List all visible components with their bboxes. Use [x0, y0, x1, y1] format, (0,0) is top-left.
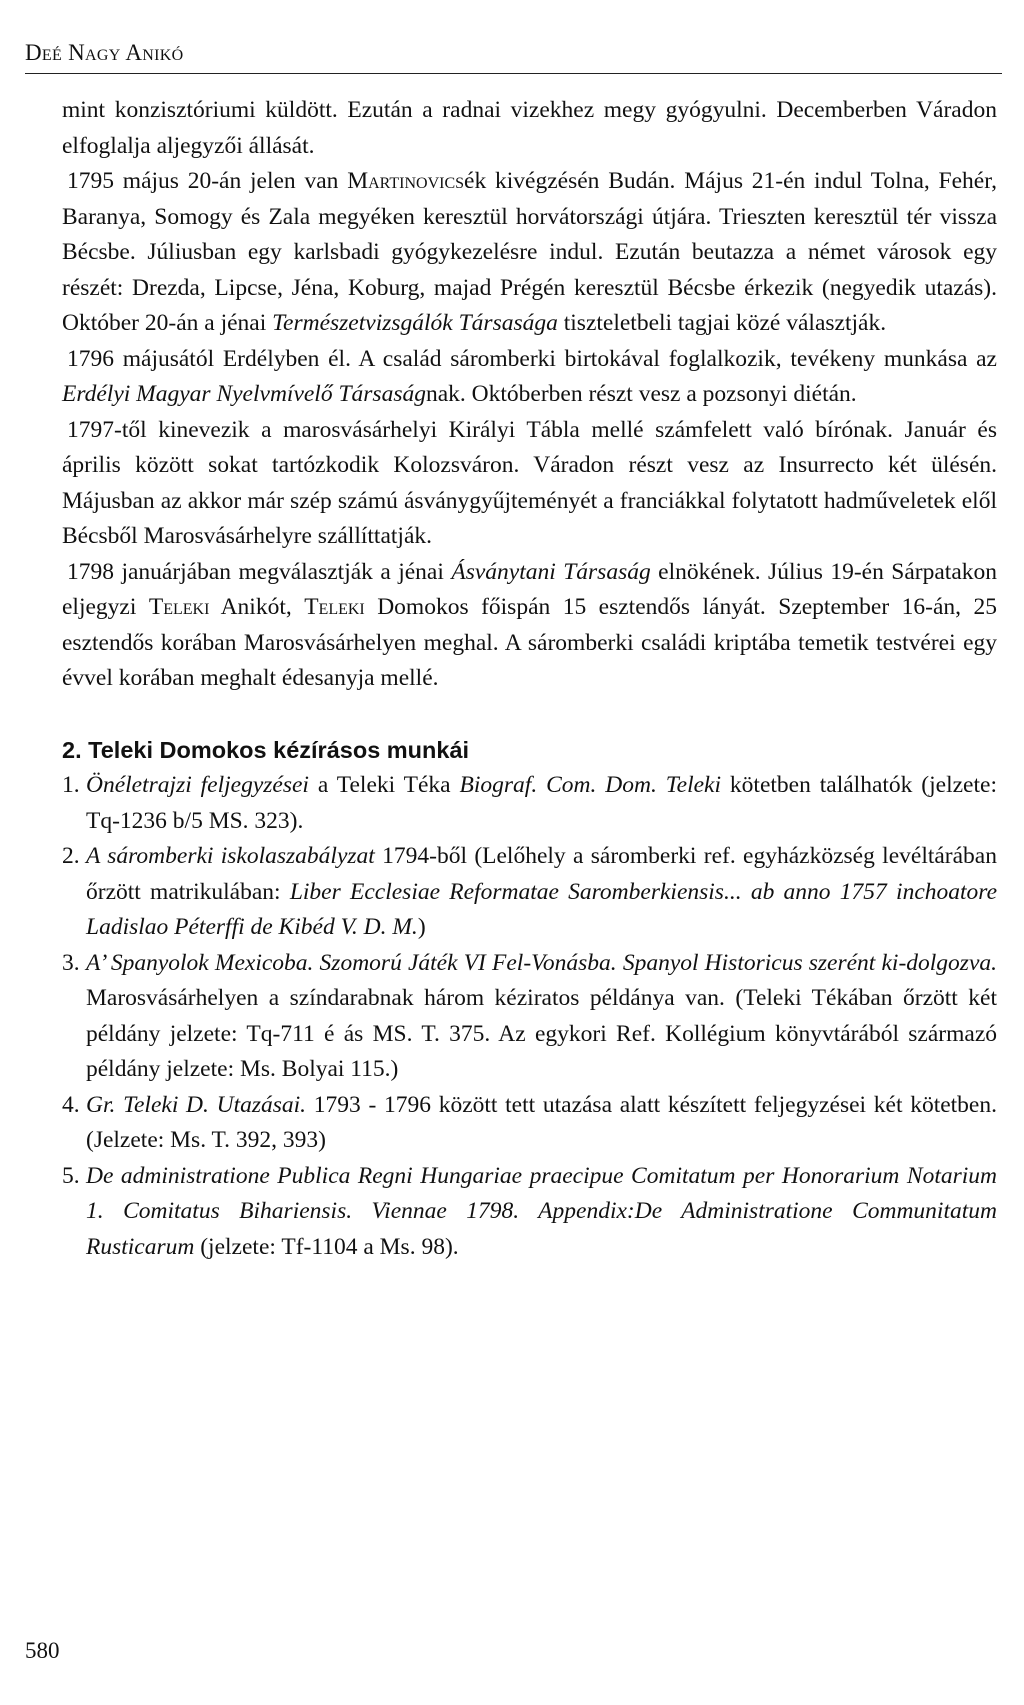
item-text: 1793 - 1796 között tett utazása alatt készített feljegyzései két kötetben. (Jelzete: Ms. T. 392, 393) — [86, 1091, 997, 1153]
paragraph-text: mint konzisztóriumi küldött. Ezután a radnai vizekhez megy gyógyulni. Decemberben Váradon elfoglalja aljegyzői állását. — [62, 97, 997, 159]
paragraph-text: elnökének. Július 19-én Sárpatakon eljegyzi — [62, 558, 998, 620]
item-text: ) — [417, 914, 426, 940]
paragraph-text: tiszteletbeli tagjai közé választják. — [557, 310, 887, 336]
work-title: A’ Spanyolok Mexicoba. Szomorú Játék VI Fel-Vonásba. Spanyol Historicus szerént ki-dolgozva. — [86, 949, 997, 976]
section-title: 2. Teleki Domokos kézírásos munkái — [62, 736, 470, 763]
paragraph-2 — [62, 164, 997, 342]
item-number: 2. — [62, 843, 80, 869]
works-list — [62, 768, 997, 1265]
paragraph-3 — [62, 342, 997, 413]
paragraph-text: nak. Októberben részt vesz a pozsonyi diétán. — [425, 381, 857, 407]
header-rule — [25, 73, 1002, 74]
paragraph-text: Anikót, — [209, 594, 305, 620]
item-text: Marosvásárhelyen a színdarabnak három kéziratos példánya van. (Teleki Tékában őrzött két példány jelzete: Tq-711 é ás MS. T. 375. Az egykori Ref. Kollégium könyvtárából származó példány jelzete: Ms. Bolyai 115.) — [86, 985, 997, 1082]
item-text: kötetben találhatók (jelzete: Tq-1236 b/5 MS. 323). — [86, 772, 997, 834]
item-number: 4. — [62, 1091, 80, 1118]
item-text: a Teleki Téka — [308, 772, 460, 798]
item-text: (jelzete: Tf-1104 a Ms. 98). — [194, 1233, 459, 1260]
list-item — [62, 839, 997, 946]
person-name: Teleki — [304, 594, 365, 620]
work-title: Gr. Teleki D. Utazásai. — [86, 1091, 307, 1118]
list-item — [62, 946, 997, 1088]
page-number: 580 — [25, 1638, 60, 1663]
item-number: 3. — [62, 949, 80, 976]
work-title: A sáromberki iskolaszabályzat — [86, 843, 375, 869]
running-head: Deé Nagy Anikó — [25, 40, 184, 65]
paragraph-text: 1796 májusától Erdélyben él. A család sáromberki birtokával foglalkozik, tevékeny munkása az — [67, 345, 997, 372]
society-name: Erdélyi Magyar Nyelvmívelő Társaság — [62, 381, 426, 407]
list-item — [62, 1088, 997, 1159]
paragraph-text: Domokos főispán 15 esztendős lányát. Szeptember 16-án, 25 esztendős korában Marosvásárhelyen meghal. A sáromberki családi kriptába temetik testvérei egy évvel korában meghalt édesanyja mellé. — [62, 594, 997, 691]
item-text: 1794-ből (Lelőhely a sáromberki ref. egyházközség levéltárában őrzött matrikulában: — [86, 843, 997, 905]
list-item — [62, 768, 997, 839]
work-title: Biograf. Com. Dom. Teleki — [459, 772, 722, 798]
work-title: De administratione Publica Regni Hungariae praecipue Comitatum per Honorarium Notarium 1. Comitatus Bihariensis. Viennae 1798. Appendix:De Administratione Communitatum Rusticarum — [86, 1162, 997, 1260]
paragraph-4 — [62, 413, 997, 555]
item-number: 5. — [62, 1162, 80, 1189]
list-item — [62, 1159, 997, 1266]
paragraph-5 — [62, 555, 997, 697]
society-name: Ásványtani Társaság — [451, 558, 651, 585]
paragraph-text: 1798 januárjában megválasztják a jénai — [67, 558, 452, 585]
work-title: Liber Ecclesiae Reformatae Saromberkiensis... ab anno 1757 inchoatore Ladislao Péterffi de Kibéd V. D. M. — [86, 878, 997, 940]
society-name: Természetvizsgálók Társasága — [272, 310, 558, 336]
item-number: 1. — [62, 772, 80, 798]
paragraph-1 — [62, 93, 997, 164]
body-text — [62, 93, 997, 1265]
paragraph-text: ék kivégzésén Budán. Május 21-én indul Tolna, Fehér, Baranya, Somogy és Zala megyéken keresztül horvátországi útjára. Trieszten keresztül tér vissza Bécsbe. Júliusban egy karlsbadi gyógykezelésre indul. Ezután beutazza a német városok egy részét: Drezda, Lipcse, Jéna, Koburg, majad Prégén keresztül Bécsbe érkezik (negyedik utazás). Október 20-án a jénai — [62, 168, 997, 336]
paragraph-text: 1797-től kinevezik a marosvásárhelyi Királyi Tábla mellé számfelett való bírónak. Január és április között sokat tartózkodik Kolozsváron. Váradon részt vesz az Insurrecto két ülésén. Májusban az akkor már szép számú ásványgyűjteményét a franciákkal folytatott hadműveletek elől Bécsből Marosvásárhelyre szállíttatják. — [62, 416, 997, 549]
paragraph-text: 1795 május 20-án jelen van — [67, 168, 348, 194]
work-title: Önéletrajzi feljegyzései — [86, 772, 309, 798]
person-name: Martinovics — [347, 168, 465, 194]
person-name: Teleki — [148, 594, 210, 620]
